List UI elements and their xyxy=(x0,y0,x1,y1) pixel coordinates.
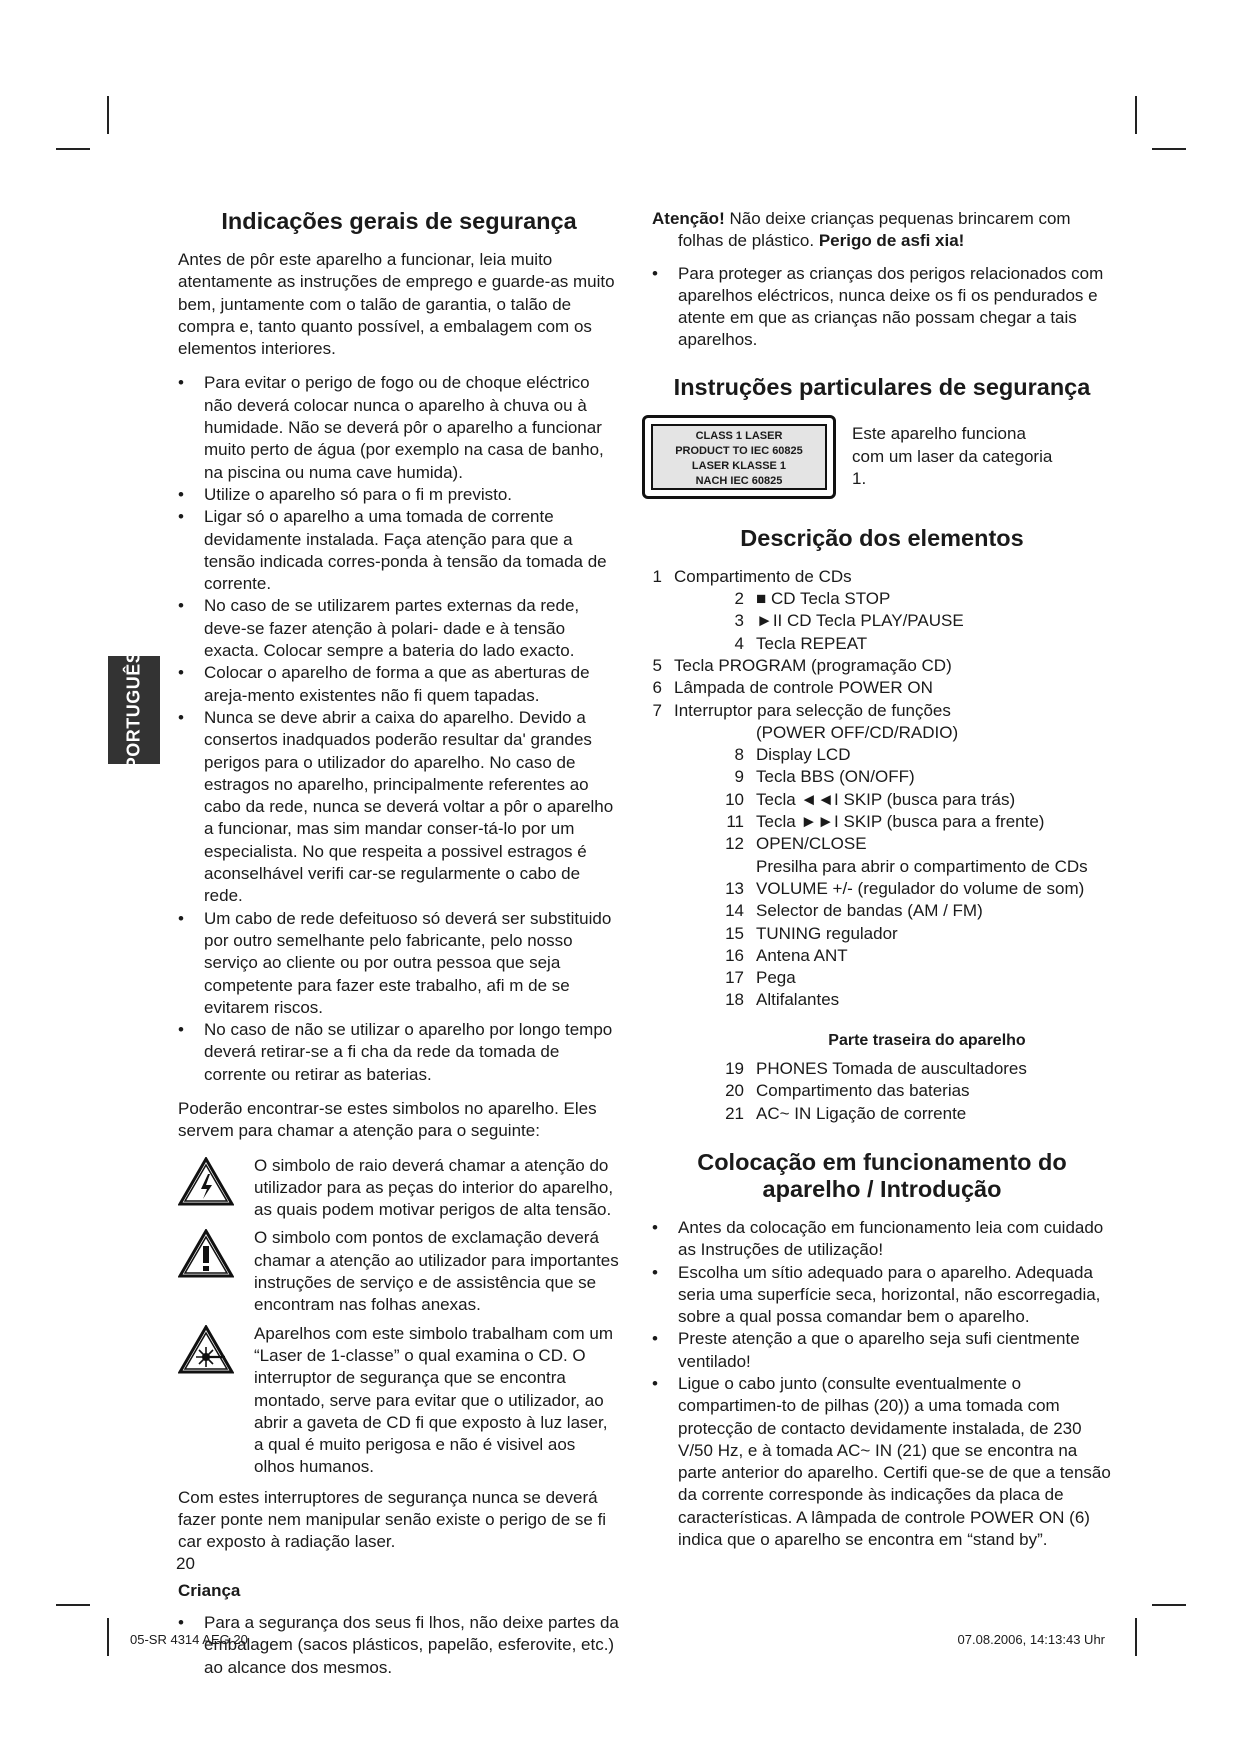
laser-label-line: CLASS 1 LASER xyxy=(695,429,783,442)
item-number: 4 xyxy=(734,633,744,653)
item-number xyxy=(652,856,756,878)
item-number: 17 xyxy=(725,968,744,988)
list-item xyxy=(652,833,1112,855)
lightning-warning-icon xyxy=(178,1157,234,1207)
particular-safety-title: Instruções particulares de segurança xyxy=(673,373,1091,400)
item-number: 9 xyxy=(734,767,744,787)
list-item xyxy=(652,967,1112,989)
language-tab-label: PORTUGUÊS xyxy=(123,650,144,770)
item-number: 14 xyxy=(725,901,744,921)
item-text: ►II CD Tecla PLAY/PAUSE xyxy=(756,611,964,631)
list-item: • Ligar só o aparelho a uma tomada de corrente devidamente instalada. Faça atenção para que a tensão indicada corres-ponda à tensão da tomada de corrente. xyxy=(178,506,620,595)
list-item: • No caso de não se utilizar o aparelho por longo tempo deverá retirar-se a fi cha da rede da tomada de corrente ou retirar as baterias. xyxy=(178,1019,620,1086)
child-protection-list xyxy=(652,263,1112,352)
list-item xyxy=(652,1058,1112,1080)
crop-mark xyxy=(107,1618,109,1656)
item-text: Tecla ◄◄I SKIP (busca para trás) xyxy=(756,789,1016,809)
item-number: 2 xyxy=(734,589,744,609)
back-elements-list xyxy=(652,1058,1112,1125)
item-text: Antena ANT xyxy=(756,945,848,965)
safety-bullet-list xyxy=(178,372,620,1086)
laser-class-label xyxy=(642,415,836,499)
item-number: 12 xyxy=(725,834,744,854)
symbols-intro: Poderão encontrar-se estes simbolos no aparelho. Eles servem para chamar a atenção para o seguinte: xyxy=(178,1098,597,1141)
list-item xyxy=(652,633,1112,655)
laser-label-line: NACH IEC 60825 xyxy=(695,474,783,487)
back-panel-heading: Parte traseira do aparelho xyxy=(828,1031,1026,1049)
list-item xyxy=(652,989,1112,1011)
item-number: 6 xyxy=(652,678,662,698)
lightning-symbol-text: O simbolo de raio deverá chamar a atenção do utilizador para as peças do interior do aparelho, as quais podem motivar perigos de alta tensão. xyxy=(254,1155,614,1220)
list-item: • Nunca se deve abrir a caixa do aparelho. Devido a consertos inadquados poderão resultar da' grandes perigos para o utilizador do aparelho. No caso de estragos no aparelho, principalmente referentes ao cabo da rede, nunca se deverá voltar a pôr o aparelho a funcionar, mas sim mandar conser-tá-lo por um especialista. No que respeita a possivel estragos é aconselhável verifi car-se regularmente o cabo de rede. xyxy=(178,707,620,908)
list-item xyxy=(652,900,1112,922)
item-text: Tecla PROGRAM (programação CD) xyxy=(674,655,952,675)
list-item xyxy=(652,856,1112,878)
item-text: OPEN/CLOSE xyxy=(756,834,867,854)
list-item xyxy=(652,655,1112,677)
list-item: • Escolha um sítio adequado para o aparelho. Adequada seria uma superfície seca, horizontal, não escorregadia, sobre a qual possa comandar bem o aparelho. xyxy=(652,1262,1112,1329)
list-item xyxy=(652,677,1112,699)
item-number: 11 xyxy=(726,812,744,832)
item-text: ■ CD Tecla STOP xyxy=(756,589,891,609)
symbol-row xyxy=(178,1227,620,1316)
item-number: 8 xyxy=(734,745,744,765)
page-number: 20 xyxy=(176,1554,195,1573)
exclamation-symbol-text: O simbolo com pontos de exclamação deverá chamar a atenção ao utilizador para importantes instruções de serviço e de assistência que se encontram nas folhas anexas. xyxy=(254,1228,619,1315)
item-text: Altifalantes xyxy=(756,990,840,1010)
crop-mark xyxy=(1152,148,1186,150)
list-item xyxy=(652,945,1112,967)
list-item xyxy=(652,1080,1112,1102)
list-item: • Para proteger as crianças dos perigos relacionados com aparelhos eléctricos, nunca deixe os fi os pendurados e atente em que as crianças não possam chegar a tais aparelhos. xyxy=(652,263,1112,352)
item-number: 21 xyxy=(725,1103,744,1123)
item-text: Display LCD xyxy=(756,745,851,765)
warning-danger: Perigo de asfi xia! xyxy=(818,231,965,251)
right-column xyxy=(652,208,1112,1563)
item-number: 3 xyxy=(734,611,744,631)
list-item xyxy=(652,700,1112,722)
item-text: Tecla REPEAT xyxy=(756,633,868,653)
list-item xyxy=(652,878,1112,900)
list-item: • Para a segurança dos seus fi lhos, não deixe partes da embalagem (sacos plásticos, papelão, esferovite, etc.) ao alcance dos mesmos. xyxy=(178,1612,620,1679)
item-number: 15 xyxy=(725,923,744,943)
item-text: Lâmpada de controle POWER ON xyxy=(674,678,933,698)
laser-class-block xyxy=(642,415,1112,499)
item-number: 18 xyxy=(725,990,744,1010)
item-number: 20 xyxy=(725,1081,744,1101)
list-item xyxy=(652,789,1112,811)
item-text: PHONES Tomada de auscultadores xyxy=(756,1059,1027,1079)
laser-class-text: Este aparelho funciona com um laser da categoria 1. xyxy=(852,424,1053,488)
list-item: • Um cabo de rede defeituoso só deverá ser substituido por outro semelhante pelo fabricante, pelo nosso serviço ao cliente ou por outra pessoa que seja competente para fazer este trabalho, afi m de se evitarem riscos. xyxy=(178,908,620,1019)
item-text: VOLUME +/- (regulador do volume de som) xyxy=(756,878,1085,898)
crop-mark xyxy=(107,96,109,134)
list-item: • Antes da colocação em funcionamento leia com cuidado as Instruções de utilização! xyxy=(652,1217,1112,1262)
switch-note: Com estes interruptores de segurança nunca se deverá fazer ponte nem manipular senão existe o perigo de se fi car exposto à radiação laser. xyxy=(178,1487,607,1552)
exclamation-warning-icon xyxy=(178,1229,234,1279)
laser-label-line: LASER KLASSE 1 xyxy=(691,459,787,472)
language-tab xyxy=(108,650,160,770)
list-item xyxy=(652,766,1112,788)
item-text: Presilha para abrir o compartimento de CDs xyxy=(756,856,1088,876)
list-item xyxy=(652,610,1112,632)
item-number: 19 xyxy=(725,1059,744,1079)
operation-title: Colocação em funcionamento do aparelho / Introdução xyxy=(697,1148,1067,1202)
item-text: (POWER OFF/CD/RADIO) xyxy=(756,722,959,742)
footer-right: 07.08.2006, 14:13:43 Uhr xyxy=(957,1632,1105,1647)
elements-list xyxy=(652,566,1112,1012)
suffocation-warning xyxy=(652,208,1112,253)
item-text: Selector de bandas (AM / FM) xyxy=(756,901,983,921)
item-number: 10 xyxy=(725,789,744,809)
list-item xyxy=(652,1103,1112,1125)
item-text: Pega xyxy=(756,968,796,988)
list-item xyxy=(652,811,1112,833)
list-item: • Preste atenção a que o aparelho seja sufi cientmente ventilado! xyxy=(652,1328,1112,1373)
laser-warning-icon xyxy=(178,1325,234,1375)
list-item: • Ligue o cabo junto (consulte eventualmente o compartimen-to de pilhas (20)) a uma tomada com protecção de contacto devidamente instalada, de 230 V/50 Hz, e à tomada AC~ IN (21) que se encontra na parte anterior do aparelho. Certifi que-se de que a tensão da corrente corresponde às indicações da placa de características. A lâmpada de controle POWER ON (6) indica que o aparelho se encontra em “stand by”. xyxy=(652,1373,1112,1551)
crop-mark xyxy=(1135,96,1137,134)
list-item xyxy=(652,923,1112,945)
symbol-row xyxy=(178,1155,620,1222)
item-text: Compartimento de CDs xyxy=(674,566,852,586)
left-column xyxy=(178,208,620,1691)
list-item: • Para evitar o perigo de fogo ou de choque eléctrico não deverá colocar nunca o aparelho à chuva ou à humidade. Não se deverá pôr o aparelho a funcionar muito perto de água (por exemplo na casa de banho, na piscina ou numa cave humida). xyxy=(178,372,620,483)
crop-mark xyxy=(1152,1604,1186,1606)
item-text: Tecla BBS (ON/OFF) xyxy=(756,767,915,787)
crop-mark xyxy=(56,1604,90,1606)
item-number: 13 xyxy=(725,878,744,898)
item-number: 1 xyxy=(652,566,662,586)
safety-intro: Antes de pôr este aparelho a funcionar, leia muito atentamente as instruções de emprego e guarde-as muito bem, juntamente com o talão de garantia, o talão de compra e, tanto quanto possível, a embalagem com os elementos interiores. xyxy=(178,250,615,359)
item-text: TUNING regulador xyxy=(756,923,898,943)
safety-general-title: Indicações gerais de segurança xyxy=(221,208,577,234)
list-item: • No caso de se utilizarem partes externas da rede, deve-se fazer atenção à polari- dade e à tensão exacta. Colocar sempre a bateria do lado exacto. xyxy=(178,595,620,662)
laser-symbol-text: Aparelhos com este simbolo trabalham com um “Laser de 1-classe” o qual examina o CD. O interruptor de segurança que se encontra montado, serve para evitar que o utilizador, ao abrir a gaveta de CD fi que exposto à luz laser, a qual é muito perigosa e não é visivel aos olhos humanos. xyxy=(254,1323,614,1477)
list-item xyxy=(652,566,1112,588)
item-number: 16 xyxy=(725,945,744,965)
footer-left: 05-SR 4314 AEG 20 xyxy=(130,1632,248,1647)
list-item xyxy=(652,588,1112,610)
list-item: • Utilize o aparelho só para o fi m previsto. xyxy=(178,484,620,506)
crop-mark xyxy=(56,148,90,150)
item-text: Compartimento das baterias xyxy=(756,1081,970,1101)
item-number: 5 xyxy=(652,655,662,675)
child-heading: Criança xyxy=(178,1580,241,1600)
elements-title: Descrição dos elementos xyxy=(740,524,1024,551)
operation-bullet-list xyxy=(652,1217,1112,1551)
item-text: Interruptor para selecção de funções xyxy=(674,700,951,720)
item-text: AC~ IN Ligação de corrente xyxy=(756,1103,967,1123)
item-text: Tecla ►►I SKIP (busca para a frente) xyxy=(756,812,1045,832)
crop-mark xyxy=(1135,1618,1137,1656)
warning-label: Atenção! xyxy=(652,209,725,228)
list-item xyxy=(652,744,1112,766)
laser-label-line: PRODUCT TO IEC 60825 xyxy=(675,444,803,457)
item-number xyxy=(652,722,756,744)
symbol-row xyxy=(178,1323,620,1479)
item-number: 7 xyxy=(652,700,662,720)
warning-text: Não deixe crianças pequenas brincarem com folhas de plástico. xyxy=(678,209,1071,251)
list-item xyxy=(652,722,1112,744)
list-item: • Colocar o aparelho de forma a que as aberturas de areja-mento existentes não fi quem tapadas. xyxy=(178,662,620,707)
